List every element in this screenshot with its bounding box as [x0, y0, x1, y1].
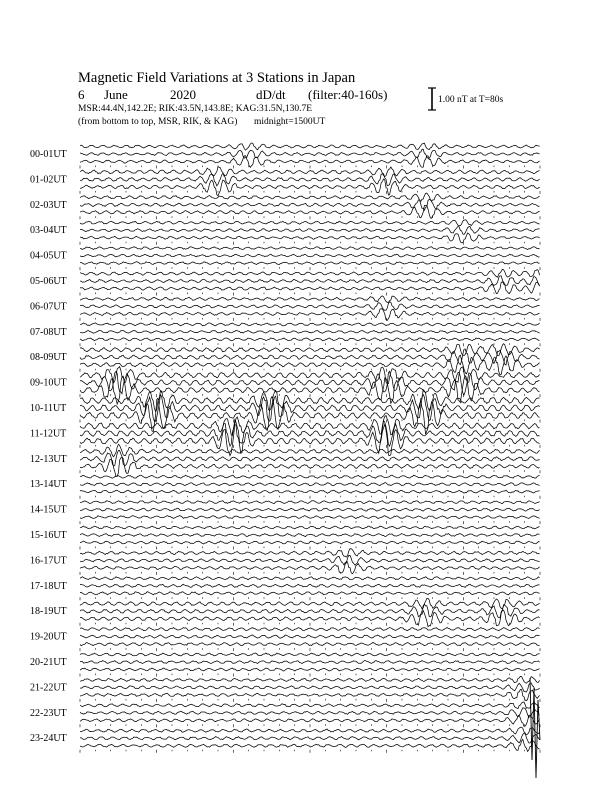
trace-msr: [80, 739, 540, 751]
trace-kag: [80, 501, 540, 504]
stations-line: MSR:44.4N,142.2E; RIK:43.5N,143.8E; KAG:31.5N,130.7E: [78, 104, 313, 114]
trace-kag: [80, 577, 540, 580]
trace-kag: [80, 269, 540, 277]
row-label: 19-20UT: [30, 631, 67, 643]
trace-msr: [80, 592, 540, 595]
trace-kag: [80, 193, 540, 201]
row-label: 21-22UT: [30, 682, 67, 694]
chart-title: Magnetic Field Variations at 3 Stations in Japan: [78, 70, 356, 86]
row-label: 10-11UT: [30, 403, 67, 414]
trace-kag: [80, 220, 540, 226]
row-label: 04-05UT: [30, 250, 67, 262]
row-label: 07-08UT: [30, 326, 67, 338]
row-label: 05-06UT: [30, 276, 67, 287]
scale-bar: [428, 88, 436, 110]
row-label: 20-21UT: [30, 657, 67, 668]
trace-rik: [80, 604, 540, 618]
row-label: 08-09UT: [30, 352, 67, 364]
trace-rik: [80, 683, 540, 692]
row-label: 14-15UT: [30, 504, 67, 516]
trace-msr: [80, 338, 540, 341]
trace-rik: [80, 226, 540, 234]
trace-kag: [80, 653, 540, 656]
row-label: 09-10UT: [30, 377, 67, 389]
trace-rik: [80, 584, 540, 587]
scale-label: 1.00 nT at T=80s: [438, 95, 504, 105]
row-label: 22-23UT: [30, 707, 67, 719]
filter-label: (filter:40-160s): [308, 87, 388, 102]
trace-kag: [80, 727, 540, 734]
row-label: 02-03UT: [30, 199, 67, 211]
trace-kag: [80, 549, 540, 557]
row-label: 12-13UT: [30, 453, 67, 465]
trace-rik: [80, 483, 540, 486]
row-label: 01-02UT: [30, 174, 67, 186]
row-label: 16-17UT: [30, 555, 67, 567]
trace-msr: [80, 397, 540, 435]
trace-rik: [80, 733, 540, 743]
trace-rik: [80, 149, 540, 158]
trace-msr: [80, 516, 540, 519]
trace-kag: [80, 676, 540, 683]
spike-trace: [530, 678, 540, 778]
trace-kag: [80, 143, 540, 150]
trace-msr: [80, 541, 540, 544]
trace-kag: [80, 296, 540, 303]
trace-msr: [80, 262, 540, 265]
quantity-label: dD/dt: [256, 87, 286, 102]
trace-kag: [80, 526, 540, 529]
trace-kag: [80, 416, 540, 436]
order-line: (from bottom to top, MSR, RIK, & KAG): [78, 117, 238, 127]
trace-rik: [80, 635, 540, 638]
trace-rik: [80, 254, 540, 257]
trace-msr: [80, 642, 540, 645]
trace-msr: [80, 490, 540, 493]
trace-rik: [80, 661, 540, 664]
row-label: 11-12UT: [30, 428, 67, 440]
trace-rik: [80, 534, 540, 537]
trace-rik: [80, 708, 540, 718]
row-label: 00-01UT: [30, 149, 67, 160]
date-year: 2020: [170, 87, 196, 102]
row-label: 23-24UT: [30, 733, 67, 745]
trace-msr: [80, 668, 540, 671]
trace-rik: [80, 508, 540, 511]
trace-kag: [80, 323, 540, 326]
trace-msr: [80, 233, 540, 243]
row-label: 06-07UT: [30, 301, 67, 313]
trace-kag: [80, 627, 540, 630]
trace-rik: [80, 450, 540, 466]
date-day: 6: [78, 87, 85, 102]
trace-kag: [80, 247, 540, 250]
trace-rik: [80, 276, 540, 286]
row-label: 17-18UT: [30, 580, 67, 592]
row-label: 13-14UT: [30, 479, 67, 491]
midnight-note: midnight=1500UT: [254, 117, 326, 127]
trace-rik: [80, 330, 540, 333]
trace-kag: [80, 475, 540, 478]
trace-rik: [80, 173, 540, 185]
trace-rik: [80, 199, 540, 210]
row-label: 03-04UT: [30, 225, 67, 237]
trace-rik: [80, 302, 540, 310]
row-label: 15-16UT: [30, 530, 67, 541]
trace-msr: [80, 561, 540, 573]
date-month: June: [104, 87, 128, 102]
trace-rik: [80, 555, 540, 565]
trace-kag: [80, 702, 540, 709]
trace-rik: [80, 349, 540, 365]
row-label: 18-19UT: [30, 606, 67, 618]
trace-msr: [80, 282, 540, 294]
